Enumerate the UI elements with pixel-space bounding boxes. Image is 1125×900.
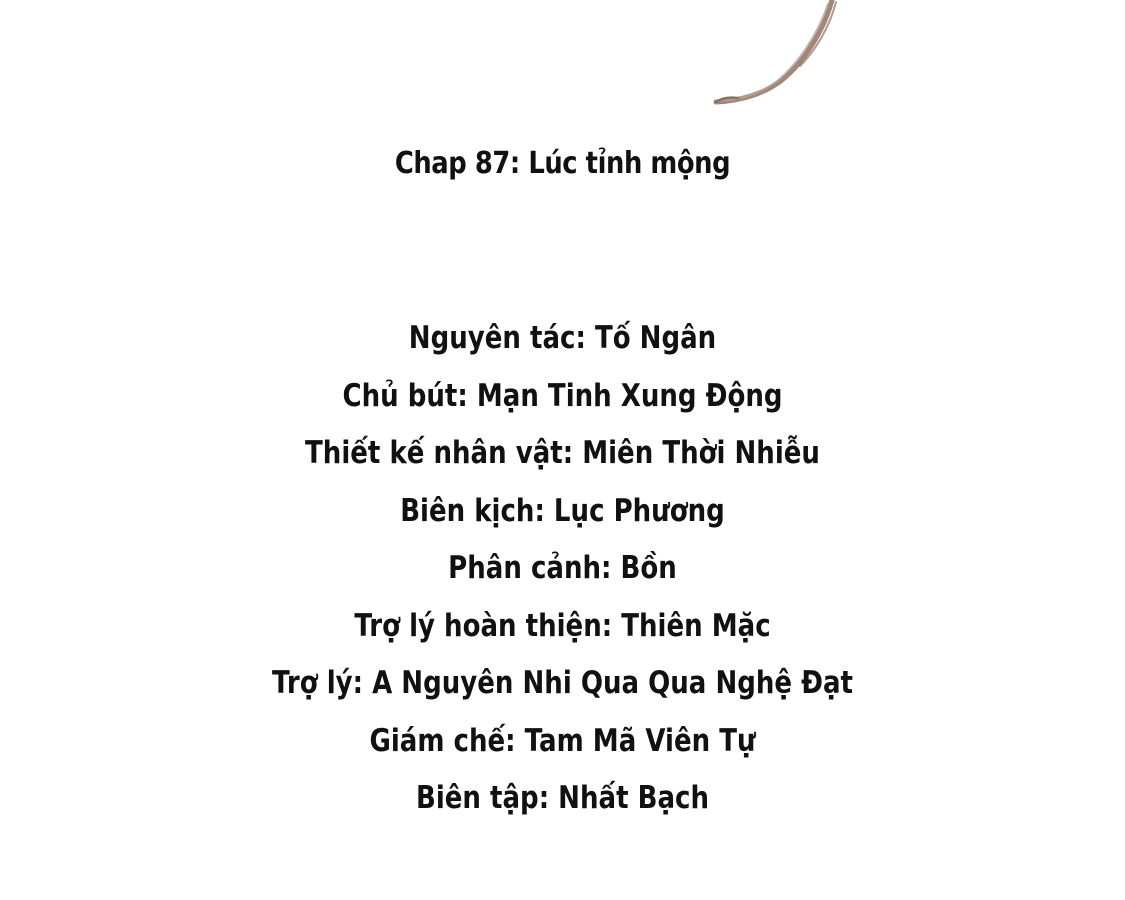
credit-editor: Biên tập: Nhất Bạch (415, 780, 709, 816)
chapter-title: Chap 87: Lúc tỉnh mộng (394, 146, 731, 181)
brush-stroke-illustration (700, 0, 840, 110)
credit-assistant: Trợ lý: A Nguyên Nhi Qua Qua Nghệ Đạt (271, 665, 853, 701)
credit-scriptwriter: Biên kịch: Lục Phương (400, 492, 725, 529)
credit-character-design: Thiết kế nhân vật: Miên Thời Nhiễu (305, 435, 820, 471)
credit-lead-artist: Chủ bút: Mạn Tinh Xung Động (342, 377, 783, 414)
credit-storyboard: Phân cảnh: Bồn (448, 550, 677, 586)
credit-supervisor: Giám chế: Tam Mã Viên Tự (369, 722, 756, 759)
credit-original-author: Nguyên tác: Tố Ngân (408, 320, 717, 356)
credits-list (0, 310, 1125, 828)
credit-finishing-assistant: Trợ lý hoàn thiện: Thiên Mặc (354, 607, 771, 644)
